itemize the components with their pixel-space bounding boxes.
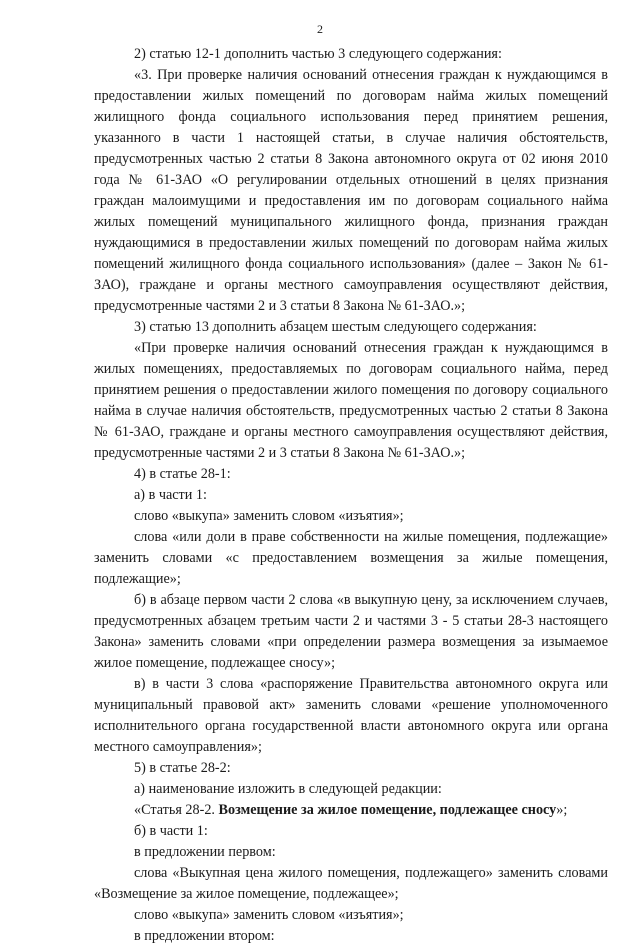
paragraph-second-sentence: в предложении втором: [134, 928, 275, 944]
page-number: 2 [317, 22, 323, 36]
paragraph-article-13-text: «При проверке наличия оснований отнесения граждан к нуждающимся в жилых помещениях, предоставляемых по договорам социального найма, перед принятием решения о предоставлении жилого помещения по договору социального найма в случае наличия обстоятельств, предусмотренных частью 2 статьи 8 Закона № 61-ЗАО, граждане и органы местного самоуправления осуществляют действия, предусмотренные частями 2 и 3 статьи 8 Закона № 61-ЗАО.»; [94, 340, 608, 461]
paragraph-sub-b: б) в абзаце первом части 2 слова «в выкупную цену, за исключением случаев, предусмотренных абзацем третьим части 2 и частями 3 - 5 статьи 28-3 настоящего Закона» заменить словами «при определении размера возмещения за изымаемое жилое помещение, подлежащее сносу»; [94, 592, 608, 671]
paragraph-sub-a-title: а) наименование изложить в следующей редакции: [134, 781, 442, 797]
paragraph-sub-b-part-1: б) в части 1: [134, 823, 208, 839]
paragraph-item-4: 4) в статье 28-1: [134, 466, 231, 482]
paragraph-replace-word-2: слово «выкупа» заменить словом «изъятия»; [134, 907, 404, 923]
article-title-line [94, 800, 608, 821]
article-title-bold: Возмещение за жилое помещение, подлежащее сносу [218, 802, 557, 818]
paragraph-sub-a: а) в части 1: [134, 487, 207, 503]
paragraph-item-3: 3) статью 13 дополнить абзацем шестым следующего содержания: [134, 319, 537, 335]
document-body [94, 44, 608, 947]
paragraph-replace-words: слова «или доли в праве собственности на жилые помещения, подлежащие» заменить словами «с предоставлением возмещения за жилые помещения, подлежащие»; [94, 529, 608, 587]
paragraph-part-3-text: «3. При проверке наличия оснований отнесения граждан к нуждающимся в предоставлении жилых помещений по договорам найма жилых помещений жилищного фонда социального использования перед принятием решения, указанного в части 1 настоящей статьи, в случае наличия обстоятельств, предусмотренных частью 2 статьи 8 Закона автономного округа от 02 июня 2010 года № 61-ЗАО «О регулировании отдельных отношений в целях признания граждан малоимущими и предоставления им по договорам социального найма жилых помещений муниципального жилищного фонда, признания граждан нуждающимися в предоставлении жилых помещений по договорам найма жилых помещений жилищного фонда социального использования» (далее – Закон № 61-ЗАО), граждане и органы местного самоуправления осуществляют действия, предусмотренные частями 2 и 3 статьи 8 Закона № 61-ЗАО.»; [94, 67, 608, 314]
paragraph-sub-v: в) в части 3 слова «распоряжение Правительства автономного округа или муниципальный правовой акт» заменить словами «решение уполномоченного исполнительного органа государственной власти автономного округа или органа местного самоуправления»; [94, 676, 608, 755]
paragraph-first-sentence: в предложении первом: [134, 844, 276, 860]
paragraph-replace-word: слово «выкупа» заменить словом «изъятия»; [134, 508, 404, 524]
paragraph-item-2: 2) статью 12-1 дополнить частью 3 следующего содержания: [134, 46, 502, 62]
paragraph-item-5: 5) в статье 28-2: [134, 760, 231, 776]
article-title-suffix: »; [556, 802, 568, 818]
article-title-prefix: «Статья 28-2. [134, 802, 219, 818]
paragraph-replace-price: слова «Выкупная цена жилого помещения, подлежащего» заменить словами «Возмещение за жилое помещение, подлежащее»; [94, 865, 608, 902]
